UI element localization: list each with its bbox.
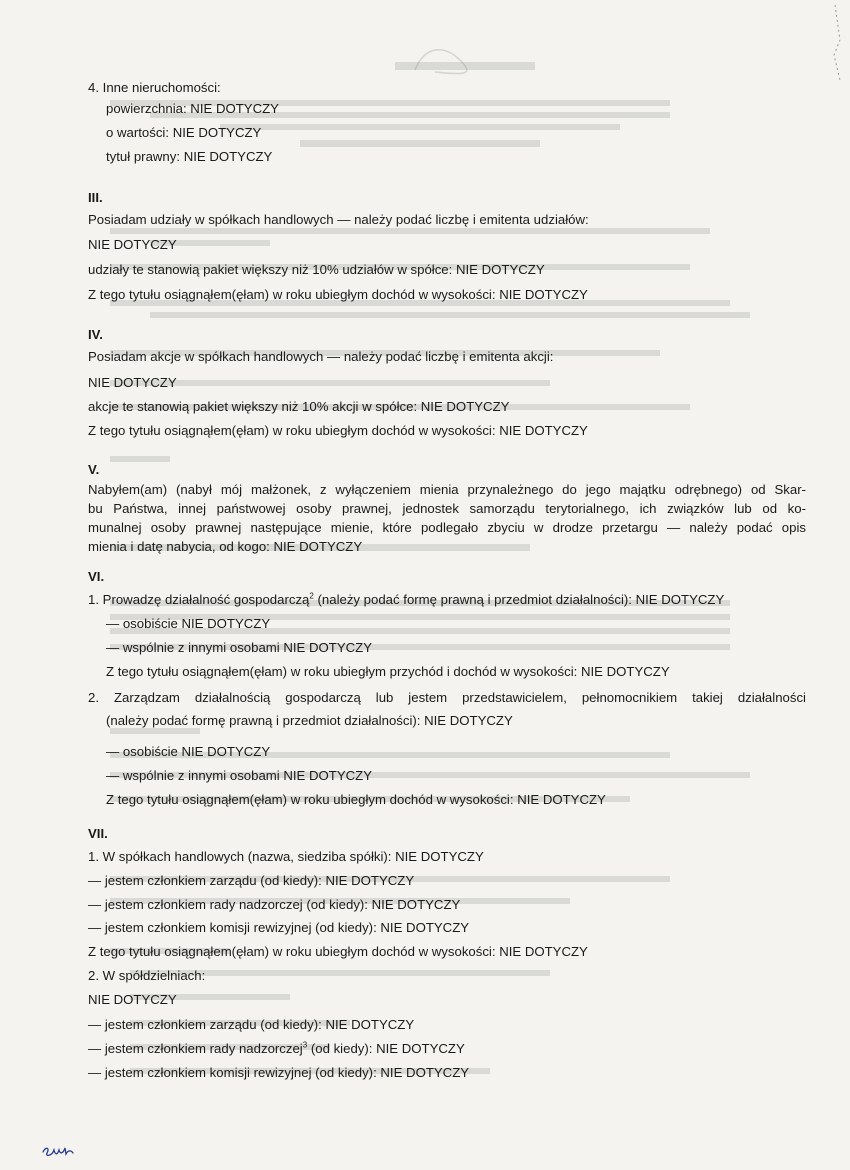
section-iv-line-4: Z tego tytułu osiągnąłem(ęłam) w roku ubiegłym dochód w wysokości: NIE DOTYCZY (88, 423, 588, 438)
section-vii-line-9-a: — jestem członkiem rady nadzorczej (88, 1041, 303, 1056)
section-v-line-3: munalnej osoby prawnej następujące mienie, które podlegało zbyciu w drodze przetargu — należy podać opis (88, 520, 806, 535)
section-vi-manage-jointly: — wspólnie z innymi osobami NIE DOTYCZY (106, 768, 373, 783)
section-vii-line-8: — jestem członkiem zarządu (od kiedy): NIE DOTYCZY (88, 1017, 415, 1032)
section-iii-line-1: Posiadam udziały w spółkach handlowych — należy podać liczbę i emitenta udziałów: (88, 212, 589, 227)
section-vii-heading: VII. (88, 826, 108, 841)
section-vii-line-6: 2. W spółdzielniach: (88, 968, 206, 983)
section-vii-line-2: — jestem członkiem zarządu (od kiedy): NIE DOTYCZY (88, 873, 415, 888)
section-vi-business-jointly: — wspólnie z innymi osobami NIE DOTYCZY (106, 640, 373, 655)
section-vii-line-3: — jestem członkiem rady nadzorczej (od kiedy): NIE DOTYCZY (88, 897, 461, 912)
section-iii-heading: III. (88, 190, 103, 205)
other-property-value: o wartości: NIE DOTYCZY (106, 125, 262, 140)
section-vi-manage-line-2: (należy podać formę prawną i przedmiot działalności): NIE DOTYCZY (106, 713, 513, 728)
section-vii-line-5: Z tego tytułu osiągnąłem(ęłam) w roku ubiegłym dochód w wysokości: NIE DOTYCZY (88, 944, 588, 959)
section-vii-line-10: — jestem członkiem komisji rewizyjnej (od kiedy): NIE DOTYCZY (88, 1065, 470, 1080)
section-vi-manage-paragraph (88, 686, 806, 732)
section-vi-heading: VI. (88, 569, 105, 584)
other-property-legal-title: tytuł prawny: NIE DOTYCZY (106, 149, 273, 164)
other-property-area: powierzchnia: NIE DOTYCZY (106, 101, 279, 116)
footnote-3-marker: 3 (302, 1040, 308, 1050)
section-iv-line-2: NIE DOTYCZY (88, 375, 177, 390)
section-iii-line-2: NIE DOTYCZY (88, 237, 177, 252)
section-vi-business-income: Z tego tytułu osiągnąłem(ęłam) w roku ubiegłym przychód i dochód w wysokości: NIE DOTYCZY (106, 664, 670, 679)
section-vi-business-line (88, 591, 724, 609)
section-v-heading: V. (88, 462, 100, 477)
footnote-2-marker: 2 (309, 591, 314, 601)
section-iv-line-1: Posiadam akcje w spółkach handlowych — należy podać liczbę i emitenta akcji: (88, 349, 554, 364)
section-vii-line-9-b: (od kiedy): NIE DOTYCZY (307, 1041, 465, 1056)
section-vi-manage-income: Z tego tytułu osiągnąłem(ęłam) w roku ubiegłym dochód w wysokości: NIE DOTYCZY (106, 792, 606, 807)
section-v-paragraph (88, 480, 806, 556)
section-vii-line-4: — jestem członkiem komisji rewizyjnej (od kiedy): NIE DOTYCZY (88, 920, 470, 935)
section-vi-business-personal: — osobiście NIE DOTYCZY (106, 616, 271, 631)
section-vi-manage-line-1: 2. Zarządzam działalnością gospodarczą lub jestem przedstawicielem, pełnomocnikiem takiej działalności (88, 690, 806, 705)
section-v-line-4: mienia i datę nabycia, od kogo: NIE DOTYCZY (88, 539, 363, 554)
section-vi-manage-personal: — osobiście NIE DOTYCZY (106, 744, 271, 759)
page-corner-mark (790, 0, 850, 90)
section-vi-business-text-a: 1. Prowadzę działalność gospodarczą (88, 592, 310, 607)
handwritten-initials (40, 1138, 78, 1160)
faint-stamp-mark (405, 40, 475, 80)
section-v-line-2: bu Państwa, innej państwowej osoby prawnej, jednostek samorządu terytorialnego, ich związków lub od ko- (88, 501, 806, 516)
section-v-line-1: Nabyłem(am) (nabył mój małżonek, z wyłączeniem mienia przynależnego do jego majątku odrębnego) od Skar- (88, 482, 806, 497)
section-iii-line-4: Z tego tytułu osiągnąłem(ęłam) w roku ubiegłym dochód w wysokości: NIE DOTYCZY (88, 287, 588, 302)
section-iv-heading: IV. (88, 327, 103, 342)
section-vii-line-9 (88, 1040, 465, 1058)
section-vii-line-7: NIE DOTYCZY (88, 992, 177, 1007)
section-iv-line-3: akcje te stanowią pakiet większy niż 10% akcji w spółce: NIE DOTYCZY (88, 399, 510, 414)
section-vi-business-text-b: (należy podać formę prawną i przedmiot działalności): NIE DOTYCZY (313, 592, 725, 607)
other-property-title: 4. Inne nieruchomości: (88, 80, 221, 95)
section-vii-line-1: 1. W spółkach handlowych (nazwa, siedziba spółki): NIE DOTYCZY (88, 849, 484, 864)
section-iii-line-3: udziały te stanowią pakiet większy niż 10% udziałów w spółce: NIE DOTYCZY (88, 262, 545, 277)
